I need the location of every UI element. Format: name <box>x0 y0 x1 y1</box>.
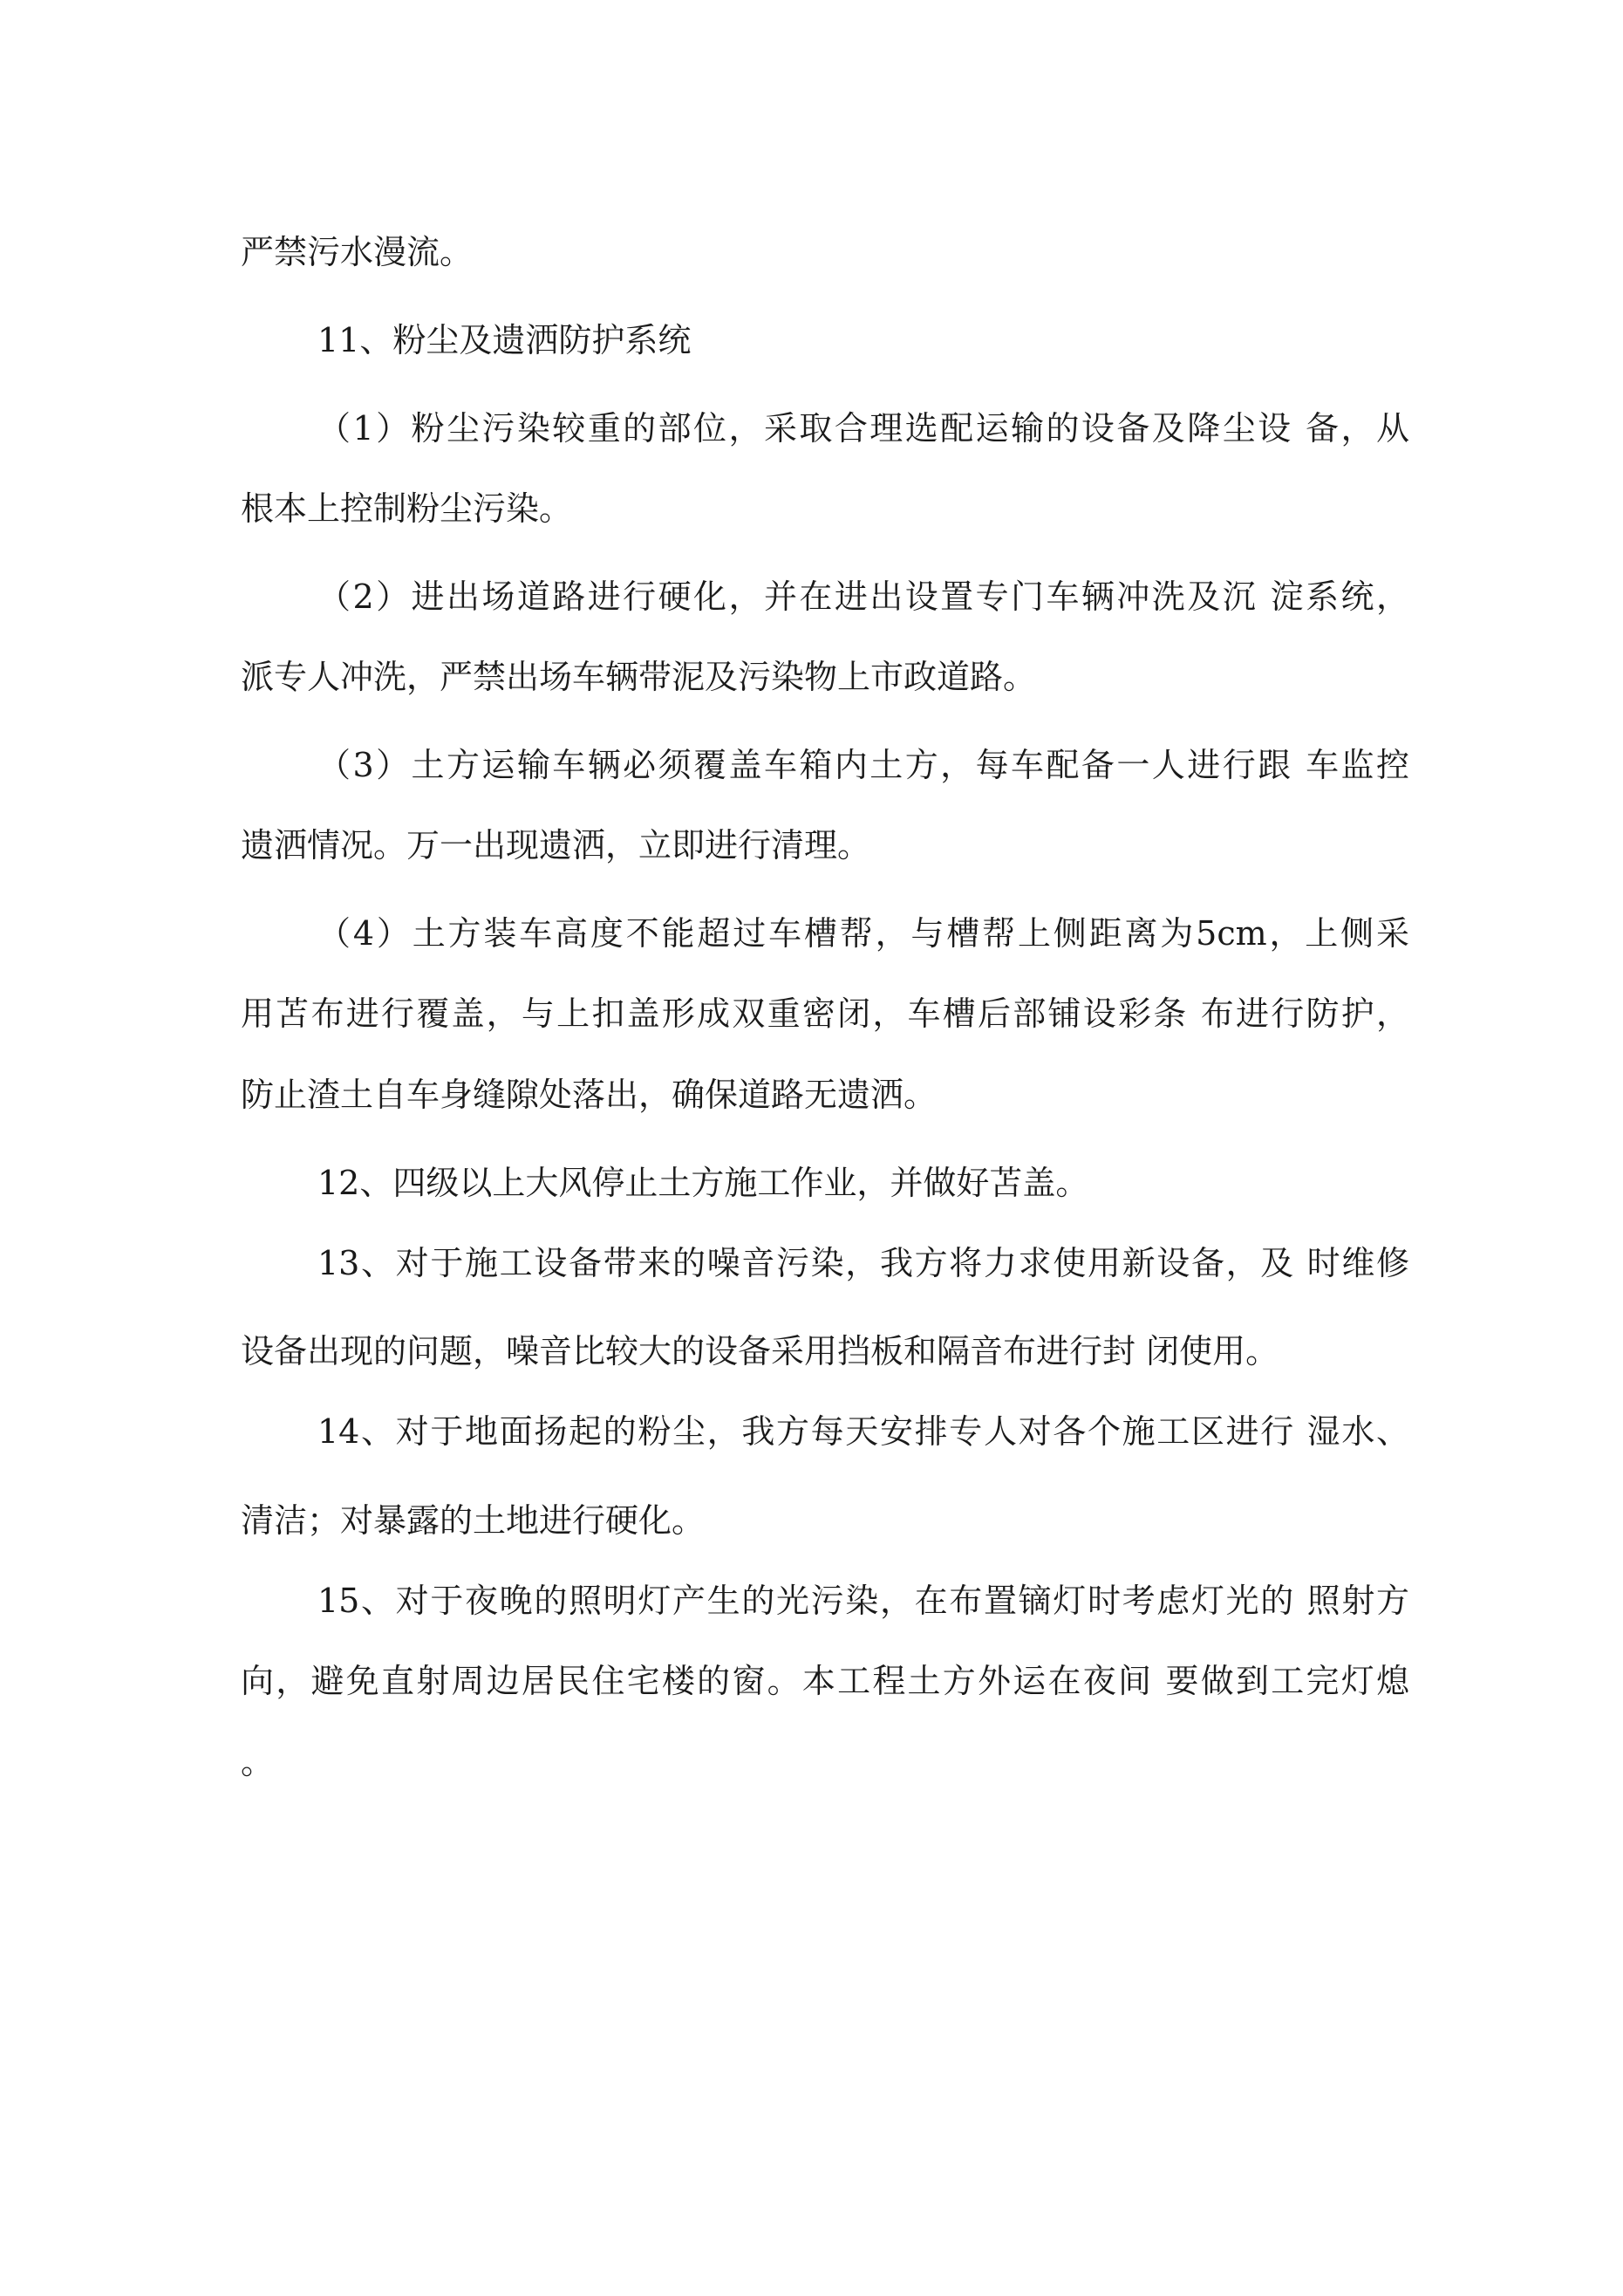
text-line-19: 。 <box>241 1743 275 1781</box>
text-line-8: 遗洒情况。万一出现遗洒，立即进行清理。 <box>241 826 871 864</box>
text-line-9: （4）土方装车高度不能超过车槽帮，与槽帮上侧距离为5cm，上侧采 <box>317 914 1409 953</box>
section-heading-14: 14、对于地面扬起的粉尘，我方每天安排专人对各个施工区进行 湿水、 <box>317 1412 1409 1451</box>
section-heading-11: 11、粉尘及遗洒防护系统 <box>317 321 692 359</box>
text-line-11: 防止渣土自车身缝隙处落出，确保道路无遗洒。 <box>241 1076 938 1114</box>
text-line-1: 严禁污水漫流。 <box>241 233 474 271</box>
text-line-14: 设备出现的问题，噪音比较大的设备采用挡板和隔音布进行封 闭使用。 <box>241 1332 1279 1370</box>
section-heading-13: 13、对于施工设备带来的噪音污染，我方将力求使用新设备，及 时维修 <box>317 1244 1409 1282</box>
section-heading-15: 15、对于夜晚的照明灯产生的光污染，在布置镝灯时考虑灯光的 照射方 <box>317 1582 1409 1620</box>
text-line-10: 用苫布进行覆盖，与上扣盖形成双重密闭，车槽后部铺设彩条 布进行防护， <box>241 994 1409 1033</box>
text-line-16: 清洁；对暴露的土地进行硬化。 <box>241 1501 706 1540</box>
text-line-5: （2）进出场道路进行硬化，并在进出设置专门车辆冲洗及沉 淀系统， <box>317 577 1409 616</box>
text-line-18: 向，避免直射周边居民住宅楼的窗。本工程土方外运在夜间 要做到工完灯熄 <box>241 1662 1409 1700</box>
text-line-6: 派专人冲洗，严禁出场车辆带泥及污染物上市政道路。 <box>241 658 1037 696</box>
text-line-3: （1）粉尘污染较重的部位，采取合理选配运输的设备及降尘设 备，从 <box>317 409 1409 448</box>
text-line-4: 根本上控制粉尘污染。 <box>241 489 573 528</box>
section-heading-12: 12、四级以上大风停止土方施工作业，并做好苫盖。 <box>317 1164 1089 1202</box>
text-line-7: （3）土方运输车辆必须覆盖车箱内土方，每车配备一人进行跟 车监控 <box>317 746 1409 784</box>
